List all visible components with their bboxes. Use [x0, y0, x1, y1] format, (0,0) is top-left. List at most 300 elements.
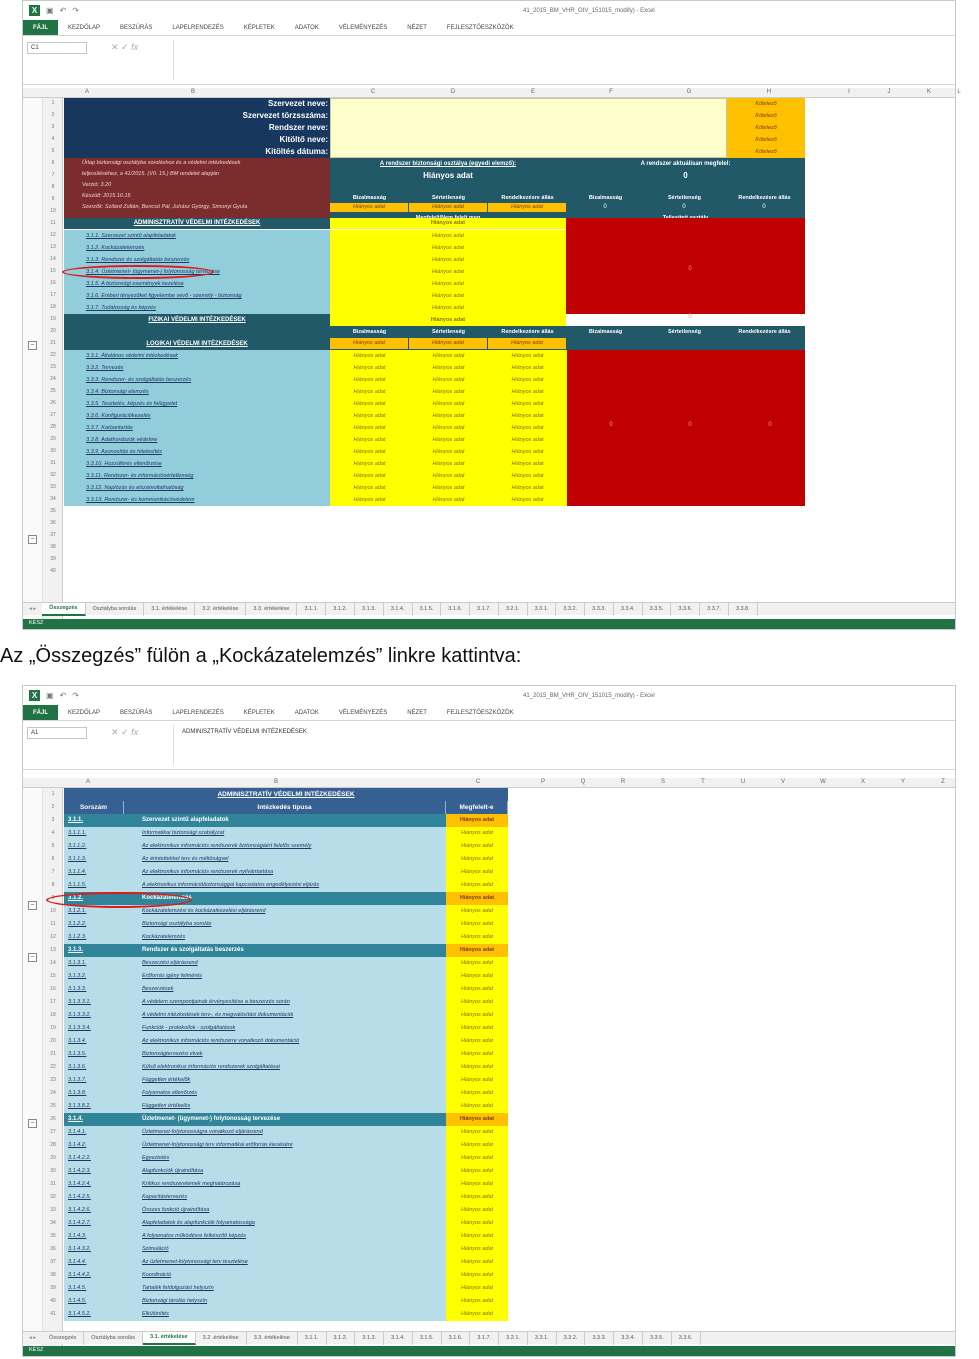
item-link[interactable]: Koordináció: [142, 1272, 172, 1278]
column-letter[interactable]: A: [84, 89, 89, 95]
sheet-tab[interactable]: 3.1.4.: [384, 1332, 413, 1345]
item-link[interactable]: Kritikus rendszerelemek meghatározása: [142, 1181, 241, 1187]
row-number[interactable]: 28: [50, 424, 56, 430]
logical-item-link[interactable]: 3.3.7. Karbantartás: [64, 422, 330, 434]
row-number[interactable]: 18: [50, 1012, 56, 1018]
row-number[interactable]: 30: [50, 448, 56, 454]
logical-item-link[interactable]: 3.3.3. Rendszer- és szolgáltatás beszerzés: [64, 374, 330, 386]
item-link[interactable]: Külső elektronikus információs rendszerek szolgáltatásai: [142, 1064, 280, 1070]
logical-item-status: Hiányos adat: [488, 374, 567, 386]
column-letter[interactable]: B: [273, 779, 278, 785]
column-letter[interactable]: Y: [900, 779, 905, 785]
sheet-nav-icon[interactable]: ◂ ▸: [29, 606, 37, 612]
item-link[interactable]: Kockázatelemzés: [142, 934, 186, 940]
item-number[interactable]: 3.1.4.2.3.: [68, 1168, 91, 1174]
row-number[interactable]: 14: [50, 960, 56, 966]
logical-item-link[interactable]: 3.3.1. Általános védelmi intézkedések: [64, 350, 330, 362]
item-number[interactable]: 3.1.2.1.: [68, 908, 87, 914]
logical-item-status: Hiányos adat: [409, 470, 488, 482]
redo-icon[interactable]: ↷: [72, 691, 79, 700]
item-number[interactable]: 3.1.4.5.: [68, 1285, 87, 1291]
logical-item-link[interactable]: 3.3.4. Biztonsági elemzés: [64, 386, 330, 398]
collapse-icon[interactable]: −: [28, 1119, 37, 1128]
item-number[interactable]: 3.1.2.3.: [68, 934, 87, 940]
sheet-tab[interactable]: 3.3.5.: [643, 603, 672, 616]
row-number[interactable]: 38: [50, 544, 56, 550]
column-letter[interactable]: C: [370, 89, 376, 95]
ribbon-tab-4[interactable]: ADATOK: [294, 709, 319, 716]
item-link[interactable]: A védelem szempontjainak érvényesítése a beszerzés során: [142, 999, 290, 1005]
collapse-icon[interactable]: −: [28, 341, 37, 350]
item-link[interactable]: Üzletmenet-folytonosságra vonatkozó eljárásrend: [142, 1129, 263, 1135]
row-number[interactable]: 24: [50, 1090, 56, 1096]
row-number[interactable]: 23: [50, 364, 56, 370]
row-number[interactable]: 10: [50, 908, 56, 914]
item-number[interactable]: 3.1.3.5.: [68, 1051, 87, 1057]
item-link[interactable]: Az elektronikus információs rendszerre vonatkozó dokumentáció: [142, 1038, 300, 1044]
row-number[interactable]: 35: [50, 1233, 56, 1239]
column-letter[interactable]: V: [780, 779, 785, 785]
row-number[interactable]: 32: [50, 1194, 56, 1200]
row-number[interactable]: 4: [51, 136, 55, 142]
item-number[interactable]: 3.1.3.3.2.: [68, 1012, 91, 1018]
item-number[interactable]: 3.1.3.3.: [68, 986, 87, 992]
row-number[interactable]: 29: [50, 436, 56, 442]
row-number[interactable]: 22: [50, 1064, 56, 1070]
sheet-tab[interactable]: 3.1.2.: [326, 603, 355, 616]
item-number[interactable]: 3.1.3.4.: [68, 1038, 87, 1044]
row-number[interactable]: 7: [51, 172, 55, 178]
sheet-tab[interactable]: 3.3.3.: [585, 603, 614, 616]
row-number[interactable]: 25: [50, 388, 56, 394]
column-letter[interactable]: S: [660, 779, 665, 785]
row-number[interactable]: 29: [50, 1155, 56, 1161]
row-number[interactable]: 33: [50, 1207, 56, 1213]
sheet-tab[interactable]: 3.3.7.: [700, 603, 729, 616]
ribbon-tabs: [23, 705, 955, 720]
item-number[interactable]: 3.1.1.3.: [68, 856, 87, 862]
logical-item-link[interactable]: 3.3.5. Tesztelés, képzés és felügyelet: [64, 398, 330, 410]
admin-item-link[interactable]: 3.1.4. Üzletmenet- (ügymenet-) folytonosság tervezése: [64, 266, 330, 278]
row-number[interactable]: 3: [51, 124, 55, 130]
row-number[interactable]: 8: [51, 184, 55, 190]
row-number[interactable]: 27: [50, 1129, 56, 1135]
sheet-tab[interactable]: 3.1.5.: [413, 1332, 442, 1345]
row-number[interactable]: 34: [50, 1220, 56, 1226]
sheet-tab[interactable]: 3.1.1.: [297, 603, 326, 616]
group-number[interactable]: 3.1.4.: [68, 1116, 84, 1122]
column-letter[interactable]: B: [190, 89, 195, 95]
sheet-tab[interactable]: Osztályba sorolás: [84, 1332, 143, 1345]
item-link[interactable]: Az üzletmenet-folytonossági terv tesztelése: [142, 1259, 248, 1265]
column-letter[interactable]: H: [766, 89, 772, 95]
sheet-tab[interactable]: 3.1.3.: [355, 1332, 384, 1345]
column-letter[interactable]: G: [686, 89, 692, 95]
item-link[interactable]: Független értékelők: [142, 1077, 191, 1083]
row-number[interactable]: 19: [50, 316, 56, 322]
ribbon-tab-7[interactable]: FEJLESZTŐESZKÖZÖK: [446, 709, 514, 716]
column-letter[interactable]: A: [85, 779, 90, 785]
column-letter[interactable]: X: [860, 779, 865, 785]
row-number[interactable]: 33: [50, 484, 56, 490]
sheet-tab[interactable]: 3.2. értékelése: [195, 603, 246, 616]
ribbon-tab-5[interactable]: VÉLEMÉNYEZÉS: [338, 709, 388, 716]
group-text: Üzletmenet- (ügymenet-) folytonosság tervezése: [142, 1116, 281, 1122]
triad-label: Rendelkezésre állás: [738, 329, 791, 335]
ribbon-tab-7[interactable]: FEJLESZTŐESZKÖZÖK: [446, 24, 514, 31]
item-number[interactable]: 3.1.4.2.2.: [68, 1155, 91, 1161]
row-number[interactable]: 17: [50, 999, 56, 1005]
row-number[interactable]: 12: [50, 232, 56, 238]
item-link[interactable]: Biztonsági tárolás helyszín: [142, 1298, 208, 1304]
item-link[interactable]: Független értékelés: [142, 1103, 191, 1109]
item-number[interactable]: 3.1.1.5.: [68, 882, 87, 888]
row-number[interactable]: 37: [50, 1259, 56, 1265]
sheet-tab[interactable]: Osztályba sorolás: [86, 603, 145, 616]
header-input-area[interactable]: [330, 98, 727, 158]
ribbon-tab-6[interactable]: NÉZET: [407, 24, 427, 31]
undo-icon[interactable]: ↶: [59, 6, 67, 15]
row-number[interactable]: 5: [51, 843, 55, 849]
item-link[interactable]: Egyeztetés: [142, 1155, 170, 1161]
row-number[interactable]: 9: [51, 196, 55, 202]
item-number[interactable]: 3.1.3.3.4.: [68, 1025, 91, 1031]
logical-item-status: Hiányos adat: [488, 482, 567, 494]
logical-item-link[interactable]: 3.3.12. Naplózás és elszámoltathatóság: [64, 482, 330, 494]
row-number[interactable]: 15: [50, 973, 56, 979]
row-number[interactable]: 39: [50, 1285, 56, 1291]
sheet-tab[interactable]: 3.3.5.: [643, 1332, 672, 1345]
worksheet-grid[interactable]: [23, 88, 961, 629]
admin-item-link[interactable]: 3.1.2. Kockázatelemzés: [64, 242, 330, 254]
column-letter[interactable]: E: [530, 89, 535, 95]
name-box[interactable]: C1: [27, 42, 87, 54]
logical-item-link[interactable]: 3.3.2. Tervezés: [64, 362, 330, 374]
row-number[interactable]: 20: [50, 328, 56, 334]
row-number[interactable]: 21: [50, 1051, 56, 1057]
item-number[interactable]: 3.1.2.2.: [68, 921, 87, 927]
item-link[interactable]: Alapfunkciók újraindítása: [142, 1168, 204, 1174]
column-letter[interactable]: C: [475, 779, 481, 785]
row-number[interactable]: 13: [50, 244, 56, 250]
row-number[interactable]: 1: [51, 791, 55, 797]
sheet-tab[interactable]: Összegzés: [42, 1332, 84, 1345]
admin-item-status: Hiányos adat: [330, 290, 566, 302]
item-link[interactable]: Beszerzések: [142, 986, 174, 992]
item-link[interactable]: Szimuláció: [142, 1246, 169, 1252]
tab-file[interactable]: FÁJL: [23, 705, 58, 720]
row-number[interactable]: 35: [50, 508, 56, 514]
row-number[interactable]: 27: [50, 412, 56, 418]
logical-item-status: Hiányos adat: [488, 386, 567, 398]
sheet-tabs: [23, 602, 955, 615]
sheet-tab[interactable]: 3.3.8.: [729, 603, 758, 616]
logical-item-link[interactable]: 3.3.6. Konfigurációkezelés: [64, 410, 330, 422]
row-number[interactable]: 36: [50, 520, 56, 526]
row-number[interactable]: 34: [50, 496, 56, 502]
row-number[interactable]: 41: [50, 1311, 56, 1317]
sheet-tab[interactable]: 3.1.4.: [384, 603, 413, 616]
row-number[interactable]: 7: [51, 869, 55, 875]
row-number[interactable]: 2: [51, 804, 55, 810]
column-letter[interactable]: J: [887, 89, 891, 95]
item-number[interactable]: 3.1.4.3.2.: [68, 1246, 91, 1252]
row-number[interactable]: 38: [50, 1272, 56, 1278]
row-number[interactable]: 9: [51, 895, 55, 901]
item-number[interactable]: 3.1.4.3.: [68, 1233, 87, 1239]
row-number[interactable]: 16: [50, 986, 56, 992]
row-number[interactable]: 32: [50, 472, 56, 478]
ribbon-tab-6[interactable]: NÉZET: [407, 709, 427, 716]
ribbon-tab-4[interactable]: ADATOK: [294, 24, 319, 31]
column-letter[interactable]: W: [820, 779, 826, 785]
sheet-tab[interactable]: 3.3.1.: [528, 603, 557, 616]
group-number[interactable]: 3.1.3.: [68, 947, 84, 953]
column-letter[interactable]: I: [848, 89, 850, 95]
tab-file[interactable]: FÁJL: [23, 20, 58, 35]
group-number[interactable]: 3.1.2.: [68, 895, 84, 901]
item-number[interactable]: 3.1.3.7.: [68, 1077, 87, 1083]
column-letter[interactable]: P: [540, 779, 545, 785]
ribbon-tab-0[interactable]: KEZDŐLAP: [68, 709, 101, 716]
logical-item-link[interactable]: 3.3.11. Rendszer- és információsértetlenség: [64, 470, 330, 482]
ribbon-tab-2[interactable]: LAPELRENDEZÉS: [172, 24, 224, 31]
sheet-nav-icon[interactable]: ◂ ▸: [29, 1335, 37, 1341]
column-letter[interactable]: L: [957, 89, 961, 95]
admin-item-link[interactable]: 3.1.5. A biztonsági események kezelése: [64, 278, 330, 290]
collapse-icon[interactable]: −: [28, 535, 37, 544]
sheet-tab[interactable]: 3.1.5.: [413, 603, 442, 616]
fx-icon[interactable]: ✕ ✓ fx: [111, 42, 139, 52]
row-number[interactable]: 31: [50, 460, 56, 466]
sheet-tab[interactable]: 3.2. értékelése: [196, 1332, 247, 1345]
ribbon-tab-0[interactable]: KEZDŐLAP: [68, 24, 101, 31]
item-number[interactable]: 3.1.4.5.: [68, 1298, 87, 1304]
sheet-tab[interactable]: 3.1.6.: [442, 1332, 471, 1345]
item-number[interactable]: 3.1.3.6.: [68, 1064, 87, 1070]
item-status: Hiányos adat: [446, 1139, 508, 1152]
item-number[interactable]: 3.1.4.4.: [68, 1259, 87, 1265]
row-number[interactable]: 6: [51, 160, 55, 166]
item-link[interactable]: A folyamatos működésre felkészítő képzés: [142, 1233, 247, 1239]
row-number[interactable]: 12: [50, 934, 56, 940]
admin-item-link[interactable]: 3.1.1. Szervezet szintű alapfeladatok: [64, 230, 330, 242]
row-number[interactable]: 15: [50, 268, 56, 274]
column-letter[interactable]: K: [926, 89, 931, 95]
row-number[interactable]: 4: [51, 830, 55, 836]
row-number[interactable]: 17: [50, 292, 56, 298]
item-link[interactable]: Kockázatelemzési és kockázatkezelési eljárásrend: [142, 908, 266, 914]
row-number[interactable]: 22: [50, 352, 56, 358]
item-number[interactable]: 3.1.4.2.4.: [68, 1181, 91, 1187]
ribbon-tab-1[interactable]: BESZÚRÁS: [120, 24, 153, 31]
row-number[interactable]: 13: [50, 947, 56, 953]
row-number[interactable]: 11: [50, 921, 56, 927]
sheet-tab[interactable]: 3.1.3.: [355, 603, 384, 616]
sheet-tab[interactable]: 3.2.1.: [499, 603, 528, 616]
row-number[interactable]: 24: [50, 376, 56, 382]
sheet-tab[interactable]: 3.1. értékelése: [143, 1332, 196, 1345]
excel-logo-icon: X: [29, 690, 40, 701]
formula-input[interactable]: ADMINISZTRATÍV VÉDELMI INTÉZKEDÉSEK: [173, 725, 949, 765]
item-link[interactable]: Biztonsági osztályba sorolás: [142, 921, 212, 927]
physical-section-title[interactable]: FIZIKAI VÉDELMI INTÉZKEDÉSEK: [64, 314, 330, 326]
row-number[interactable]: 40: [50, 1298, 56, 1304]
row-number[interactable]: 11: [50, 220, 56, 226]
column-letter[interactable]: Q: [580, 779, 586, 785]
item-link[interactable]: Az elektronikus információs rendszerek biztonságáért felelős személy: [142, 843, 312, 849]
item-link[interactable]: Beszerzési eljárásrend: [142, 960, 198, 966]
save-icon[interactable]: ▣: [46, 6, 54, 15]
sheet-tab[interactable]: 3.3.4.: [614, 603, 643, 616]
item-number[interactable]: 3.1.4.1.: [68, 1129, 87, 1135]
outline-bar: [23, 788, 43, 1356]
collapse-icon[interactable]: −: [28, 901, 37, 910]
admin-item-link[interactable]: 3.1.3. Rendszer és szolgáltatás beszerzés: [64, 254, 330, 266]
row-number[interactable]: 3: [51, 817, 55, 823]
row-number[interactable]: 40: [50, 568, 56, 574]
item-link[interactable]: Informatikai biztonsági szabályzat: [142, 830, 225, 836]
item-link[interactable]: Az érintettekkel terv és méltóságvel: [142, 856, 229, 862]
item-number[interactable]: 3.1.3.8.2.: [68, 1103, 91, 1109]
row-number[interactable]: 8: [51, 882, 55, 888]
triad-label: Sértetlenség: [667, 329, 701, 335]
item-link[interactable]: Erőforrás igény felmérés: [142, 973, 202, 979]
sheet-tab[interactable]: 3.3.6.: [671, 603, 700, 616]
logical-item-link[interactable]: 3.3.10. Hozzáférés ellenőrzése: [64, 458, 330, 470]
row-number[interactable]: 39: [50, 556, 56, 562]
item-link[interactable]: Az elektronikus információs rendszerek nyilvántartása: [142, 869, 274, 875]
sheet-tab[interactable]: 3.1.7.: [470, 603, 499, 616]
column-letter[interactable]: R: [620, 779, 626, 785]
row-number[interactable]: 23: [50, 1077, 56, 1083]
row-number[interactable]: 2: [51, 112, 55, 118]
ribbon-tab-5[interactable]: VÉLEMÉNYEZÉS: [338, 24, 388, 31]
row-number[interactable]: 28: [50, 1142, 56, 1148]
item-number[interactable]: 3.1.1.4.: [68, 869, 87, 875]
row-number[interactable]: 30: [50, 1168, 56, 1174]
fx-icon[interactable]: ✕ ✓ fx: [111, 727, 139, 737]
column-letter[interactable]: D: [450, 89, 456, 95]
admin-item-link[interactable]: 3.1.6. Emberi tényezőket figyelembe vevő - személy - biztonság: [64, 290, 330, 302]
row-number[interactable]: 37: [50, 532, 56, 538]
item-status: Hiányos adat: [446, 1100, 508, 1113]
row-number[interactable]: 36: [50, 1246, 56, 1252]
row-number[interactable]: 26: [50, 400, 56, 406]
row-number[interactable]: 18: [50, 304, 56, 310]
ribbon-tab-1[interactable]: BESZÚRÁS: [120, 709, 153, 716]
logical-section-title[interactable]: LOGIKAI VÉDELMI INTÉZKEDÉSEK: [146, 341, 248, 347]
item-link[interactable]: Biztonságtervezési elvek: [142, 1051, 203, 1057]
sheet-tab[interactable]: 3.1.7.: [470, 1332, 499, 1345]
item-link[interactable]: Alapfeladatok és alapfunkciók folyamatossága: [142, 1220, 255, 1226]
row-number[interactable]: 5: [51, 148, 55, 154]
sheet-tab[interactable]: 3.2.1.: [499, 1332, 528, 1345]
item-number[interactable]: 3.1.4.4.2.: [68, 1272, 91, 1278]
row-number[interactable]: 25: [50, 1103, 56, 1109]
item-number[interactable]: 3.1.3.8.: [68, 1090, 87, 1096]
sheet-tab[interactable]: 3.1. értékelése: [144, 603, 195, 616]
logical-item-link[interactable]: 3.3.8. Adathordozók védelme: [64, 434, 330, 446]
item-link[interactable]: Tartalék feldolgozási helyszín: [142, 1285, 214, 1291]
row-number[interactable]: 20: [50, 1038, 56, 1044]
name-box[interactable]: A1: [27, 727, 87, 739]
item-link[interactable]: Elkülönítés: [142, 1311, 169, 1317]
item-link[interactable]: Folyamatos ellenőrzés: [142, 1090, 198, 1096]
sheet-tab[interactable]: 3.3.2.: [557, 1332, 586, 1345]
item-number[interactable]: 3.1.1.1.: [68, 830, 87, 836]
ribbon-tab-3[interactable]: KÉPLETEK: [243, 709, 275, 716]
logical-item-status: Hiányos adat: [409, 374, 488, 386]
sheet-tab[interactable]: 3.3. értékelése: [246, 603, 297, 616]
item-number[interactable]: 3.1.3.2.: [68, 973, 87, 979]
undo-icon[interactable]: ↶: [59, 691, 67, 700]
sheet-tab[interactable]: 3.1.6.: [441, 603, 470, 616]
sheet-tab[interactable]: Összegzés: [42, 603, 85, 616]
redo-icon[interactable]: ↷: [72, 6, 79, 15]
row-number[interactable]: 19: [50, 1025, 56, 1031]
save-icon[interactable]: ▣: [46, 691, 54, 700]
column-letter[interactable]: Z: [941, 779, 945, 785]
ribbon-tab-3[interactable]: KÉPLETEK: [243, 24, 275, 31]
row-number[interactable]: 31: [50, 1181, 56, 1187]
logical-item-link[interactable]: 3.3.13. Rendszer- és kommunikációvédelem: [64, 494, 330, 506]
item-link[interactable]: Összes funkció újraindítása: [142, 1207, 210, 1213]
sheet-tab[interactable]: 3.3. értékelése: [247, 1332, 298, 1345]
sheet-tab[interactable]: 3.3.6.: [672, 1332, 701, 1345]
row-number[interactable]: 21: [50, 340, 56, 346]
triad-label: Bizalmasság: [588, 195, 623, 201]
item-number[interactable]: 3.1.1.2.: [68, 843, 87, 849]
item-number[interactable]: 3.1.4.2.: [68, 1142, 87, 1148]
item-number[interactable]: 3.1.4.5.2.: [68, 1311, 91, 1317]
sheet-tab[interactable]: 3.3.2.: [556, 603, 585, 616]
row-number[interactable]: 10: [50, 208, 56, 214]
row-number[interactable]: 26: [50, 1116, 56, 1122]
item-link[interactable]: Kapacitástervezés: [142, 1194, 187, 1200]
item-link[interactable]: A elektronikus információbiztonsággal kapcsolatos engedélyezési eljárás: [142, 882, 320, 888]
worksheet-grid[interactable]: [23, 778, 955, 1356]
sheet-tab[interactable]: 3.3.3.: [585, 1332, 614, 1345]
row-number[interactable]: 14: [50, 256, 56, 262]
item-number[interactable]: 3.1.3.1.: [68, 960, 87, 966]
sheet-tab[interactable]: 3.1.1.: [298, 1332, 327, 1345]
group-number[interactable]: 3.1.1.: [68, 817, 84, 823]
row-number[interactable]: 6: [51, 856, 55, 862]
item-link[interactable]: Funkciók - protokollok - szolgáltatások: [142, 1025, 236, 1031]
item-number[interactable]: 3.1.3.3.1.: [68, 999, 91, 1005]
collapse-icon[interactable]: −: [28, 953, 37, 962]
item-link[interactable]: Üzletmenet-folytonossági terv informatikai erőforrás kiesésére: [142, 1142, 293, 1148]
column-letter[interactable]: T: [701, 779, 705, 785]
ribbon-tab-2[interactable]: LAPELRENDEZÉS: [172, 709, 224, 716]
item-number[interactable]: 3.1.4.2.5.: [68, 1194, 91, 1200]
logical-item-link[interactable]: 3.3.9. Azonosítás és hitelesítés: [64, 446, 330, 458]
sheet-tab[interactable]: 3.3.1.: [528, 1332, 557, 1345]
row-number[interactable]: 16: [50, 280, 56, 286]
item-number[interactable]: 3.1.4.2.7.: [68, 1220, 91, 1226]
formula-input[interactable]: [173, 40, 949, 80]
item-number[interactable]: 3.1.4.2.6.: [68, 1207, 91, 1213]
column-letter[interactable]: U: [740, 779, 746, 785]
sheet-tab[interactable]: 3.1.2.: [327, 1332, 356, 1345]
item-link[interactable]: A védelmi intézkedések terv-, és megvalósítási dokumentációi: [142, 1012, 294, 1018]
sheet-tab[interactable]: 3.3.4.: [614, 1332, 643, 1345]
column-letter[interactable]: F: [609, 89, 613, 95]
row-number[interactable]: 1: [51, 100, 55, 106]
admin-section-title[interactable]: ADMINISZTRATÍV VÉDELMI INTÉZKEDÉSEK: [64, 218, 330, 229]
admin-item-link[interactable]: 3.1.7. Tudatosság és képzés: [64, 302, 330, 314]
